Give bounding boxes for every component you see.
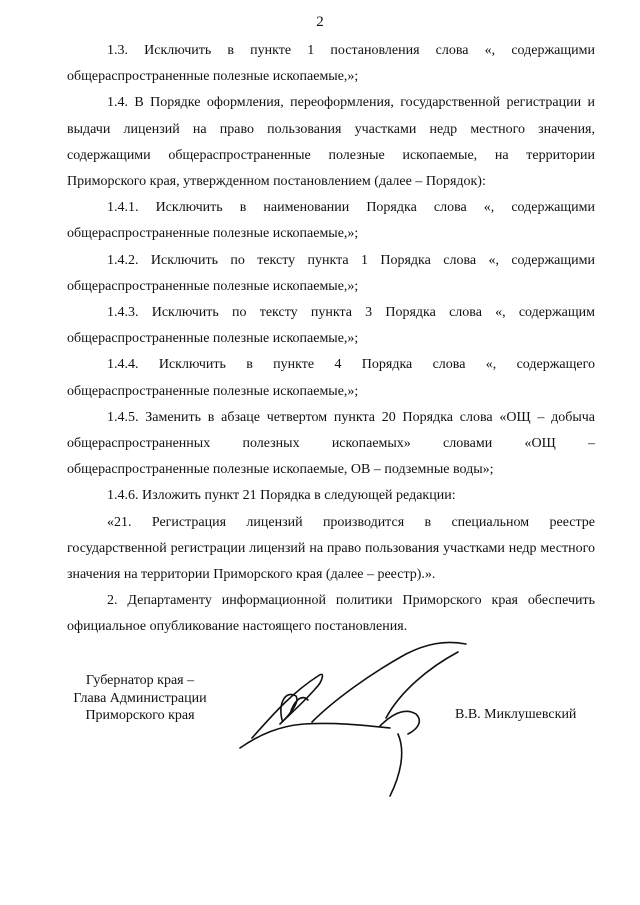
signatory-title xyxy=(60,672,220,725)
signatory-title-line-3: Приморского края xyxy=(85,708,195,723)
paragraph-1-3: 1.3. Исключить в пункте 1 постановления слова «, содержащими общераспространенные полезные ископаемые,»; xyxy=(67,43,595,85)
paragraph-1-4-4: 1.4.4. Исключить в пункте 4 Порядка слова «, содержащего общераспространенные полезные ископаемые,»; xyxy=(67,357,595,399)
paragraph-21-quote: «21. Регистрация лицензий производится в специальном реестре государственной регистрации лицензий на право пользования участками недр местного значения на территории Приморского края (далее – реестр).». xyxy=(67,514,595,583)
signatory-title-line-2: Глава Администрации xyxy=(73,690,207,706)
document-body xyxy=(67,38,595,641)
page-number: 2 xyxy=(316,14,324,30)
signatory-title-line-1: Губернатор края – xyxy=(85,673,195,688)
paragraph-1-4-1: 1.4.1. Исключить в наименовании Порядка слова «, содержащими общераспространенные полезные ископаемые,»; xyxy=(67,200,595,242)
paragraph-1-4-2: 1.4.2. Исключить по тексту пункта 1 Порядка слова «, содержащими общераспространенные полезные ископаемые,»; xyxy=(67,252,595,294)
paragraph-1-4-6: 1.4.6. Изложить пункт 21 Порядка в следующей редакции: xyxy=(107,488,456,504)
paragraph-1-4-5: 1.4.5. Заменить в абзаце четвертом пункта 20 Порядка слова «ОЩ – добыча общераспространенных полезных ископаемых» словами «ОЩ – общераспространенные полезные ископаемые, ОВ – подземные воды»; xyxy=(67,409,595,478)
signatory-name: В.В. Миклушевский xyxy=(455,707,577,722)
paragraph-1-4-3: 1.4.3. Исключить по тексту пункта 3 Порядка слова «, содержащим общераспространенные полезные ископаемые,»; xyxy=(67,305,595,347)
handwritten-signature xyxy=(230,630,490,800)
paragraph-2: 2. Департаменту информационной политики Приморского края обеспечить официальное опубликование настоящего постановления. xyxy=(67,593,595,635)
paragraph-1-4: 1.4. В Порядке оформления, переоформления, государственной регистрации и выдачи лицензий на право пользования участками недр местного значения, содержащими общераспространенные полезные ископаемые, на территории Приморского края, утвержденном постановлением (далее – Порядок): xyxy=(67,95,595,190)
